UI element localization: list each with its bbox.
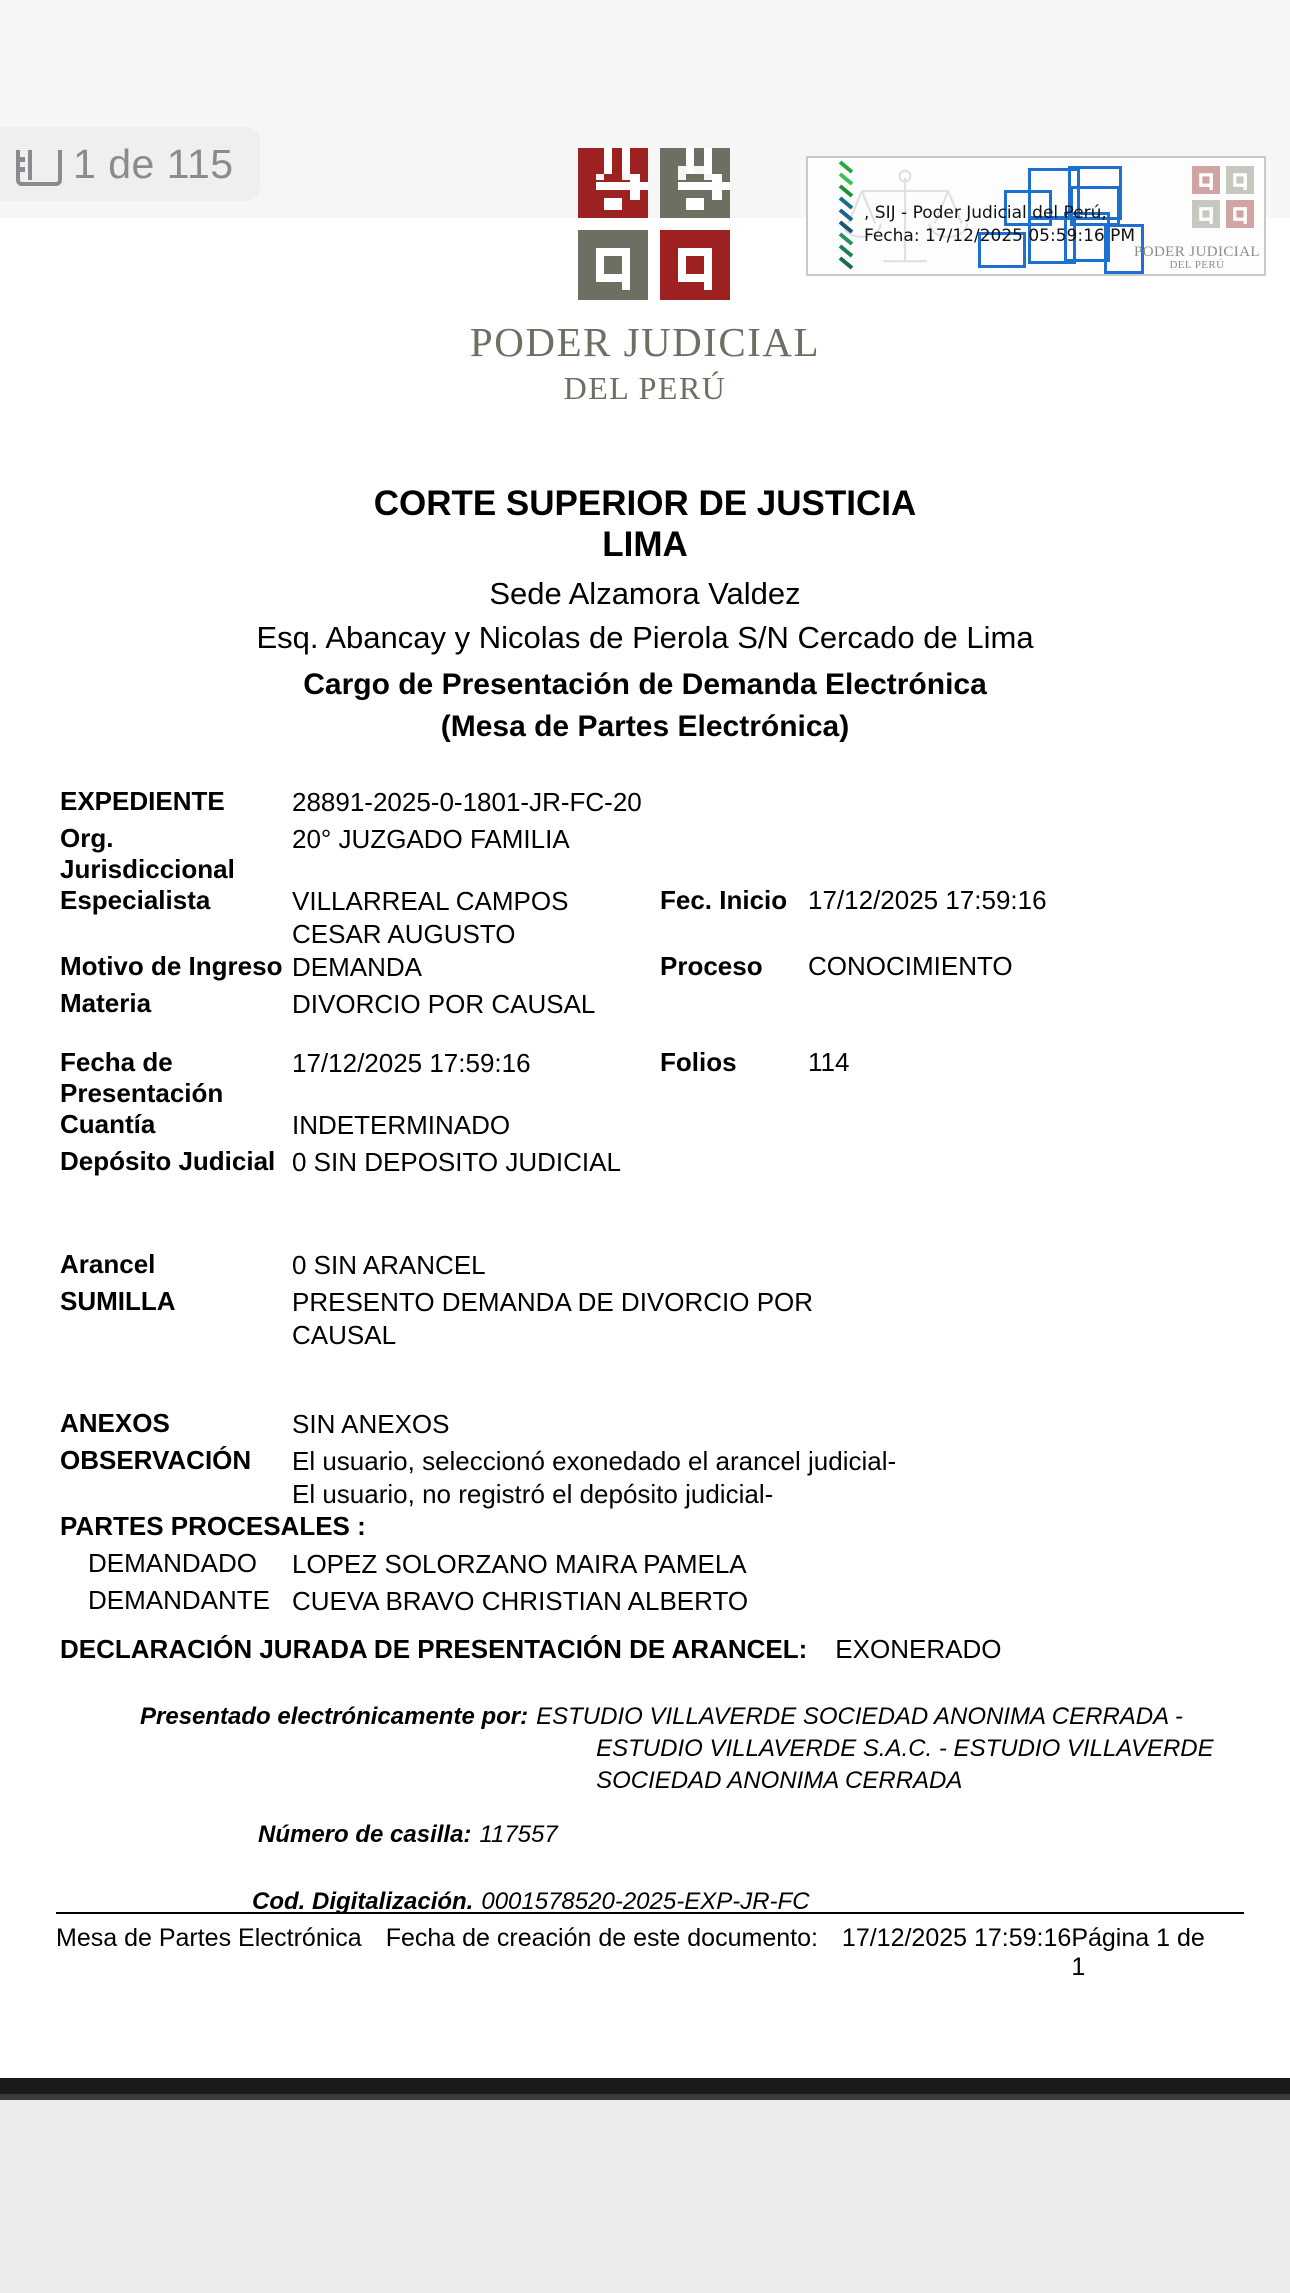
signature-mini-wordmark-line2: DEL PERÚ [1169,259,1225,272]
materia-value: DIVORCIO POR CAUSAL [292,988,596,1019]
fec-inicio-label: Fec. Inicio [660,884,788,915]
field-row-observacion [0,1445,1290,1511]
footer-row [56,1924,1244,1982]
document-masthead [0,203,1290,478]
fec-inicio-value: 17/12/2025 17:59:16 [808,884,1047,915]
cuantia-label: Cuantía [60,1108,156,1139]
court-address: Esq. Abancay y Nicolas de Pierola S/N Cercado de Lima [256,619,1034,655]
anexos-value: SIN ANEXOS [292,1408,450,1439]
proceso-label: Proceso [660,950,763,981]
field-row-organo [0,823,1290,885]
motivo-ingreso-value: DEMANDA [292,951,423,982]
observacion-value: El usuario, seleccionó exonedado el arancel judicial-El usuario, no registró el depósito judicial- [292,1445,897,1509]
org-jurisdiccional-value: 20° JUZGADO FAMILIA [292,823,570,854]
org-jurisdiccional-label: Org. Jurisdiccional [60,822,235,884]
field-row-cuantia [0,1109,1290,1146]
presented-by-line2: ESTUDIO VILLAVERDE S.A.C. - ESTUDIO VILLAVERDE [596,1735,1214,1763]
casilla-label: Número de casilla: [258,1821,472,1849]
folios-label: Folios [660,1046,737,1077]
field-row-expediente [0,786,1290,823]
anexos-label: ANEXOS [60,1407,170,1438]
presenter-block [0,1701,1290,1918]
casilla-value: 117557 [479,1821,558,1849]
field-row-demandado [0,1548,1290,1585]
field-row-deposito [0,1146,1290,1183]
footer-created-value: 17/12/2025 17:59:16 [841,1924,1072,1952]
demandado-label: DEMANDADO [88,1547,258,1578]
viewer-bottom-gutter [0,2078,1290,2293]
field-row-especialista [0,885,1290,951]
cuantia-value: INDETERMINADO [292,1109,511,1140]
viewer-bottom-bar [0,2078,1290,2094]
especialista-value: VILLARREAL CAMPOS CESAR AUGUSTO [292,885,569,949]
proceso-value: CONOCIMIENTO [808,950,1013,981]
sumilla-value: PRESENTO DEMANDA DE DIVORCIO POR CAUSAL [292,1286,814,1350]
folios-value: 114 [808,1046,850,1077]
field-row-fecha-presentacion [0,1047,1290,1109]
sumilla-label: SUMILLA [60,1285,176,1316]
field-row-materia [0,988,1290,1025]
case-details [0,786,1290,1918]
especialista-label: Especialista [60,884,211,915]
demandante-label: DEMANDANTE [88,1584,271,1615]
presented-by-line3: SOCIEDAD ANONIMA CERRADA [596,1767,963,1795]
court-heading [0,484,1290,744]
poder-judicial-logo-icon [578,148,730,300]
document-footer [56,1912,1244,1982]
arancel-label: Arancel [60,1248,156,1279]
casilla-row [140,1819,1290,1851]
signature-ribbon-icon [838,158,854,274]
field-row-demandante [0,1585,1290,1622]
fecha-presentacion-value: 17/12/2025 17:59:16 [292,1047,531,1078]
field-row-partes-procesales [0,1511,1290,1548]
field-row-sumilla [0,1286,1290,1352]
footer-source: Mesa de Partes Electrónica [56,1924,362,1952]
document-page [0,203,1290,2078]
footer-created-label: Fecha de creación de este documento: [385,1924,818,1952]
footer-divider [56,1912,1244,1914]
signature-line-1: , SIJ - Poder Judicial del Perú, [864,203,1107,223]
deposito-judicial-value: 0 SIN DEPOSITO JUDICIAL [292,1146,621,1177]
footer-page-number: Página 1 de 1 [1071,1924,1205,1981]
poder-judicial-wordmark [0,318,1290,407]
motivo-ingreso-label: Motivo de Ingreso [60,950,283,981]
viewer-bottom-bar-secondary [0,2094,1290,2100]
cod-digitalizacion-label: Cod. Digitalización. [252,1887,474,1915]
signature-stamp-text [864,202,1135,247]
deposito-judicial-label: Depósito Judicial [60,1145,276,1176]
declaracion-jurada-label: DECLARACIÓN JURADA DE PRESENTACIÓN DE ARANCEL: [60,1633,808,1664]
wordmark-line2: DEL PERÚ [563,370,727,406]
field-row-arancel [0,1249,1290,1286]
spacer [0,1183,1290,1249]
court-name-line2: LIMA [602,524,688,564]
presented-by-line1: ESTUDIO VILLAVERDE SOCIEDAD ANONIMA CERRADA - [536,1702,1183,1730]
signature-mini-wordmark-line1: PODER JUDICIAL [1133,243,1260,260]
arancel-value: 0 SIN ARANCEL [292,1249,486,1280]
pages-icon [16,150,56,184]
declaracion-jurada-value: EXONERADO [835,1633,1002,1664]
court-name-line1: CORTE SUPERIOR DE JUSTICIA [373,484,917,523]
field-row-declaracion-jurada [0,1634,1290,1665]
demandado-value: LOPEZ SOLORZANO MAIRA PAMELA [292,1548,747,1579]
expediente-value: 28891-2025-0-1801-JR-FC-20 [292,786,642,817]
observacion-label: OBSERVACIÓN [60,1444,252,1475]
digital-signature-stamp [806,156,1266,276]
fecha-presentacion-label: Fecha de Presentación [60,1046,224,1108]
demandante-value: CUEVA BRAVO CHRISTIAN ALBERTO [292,1585,749,1616]
presented-by-row [140,1701,1290,1797]
spacer [0,1352,1290,1408]
signature-line-2: Fecha: 17/12/2025 05:59:16 PM [864,225,1136,246]
expediente-label: EXPEDIENTE [60,785,225,816]
cod-digitalizacion-value: 0001578520-2025-EXP-JR-FC [481,1887,810,1915]
page-indicator-label: 1 de 115 [73,140,234,187]
wordmark-line1: PODER JUDICIAL [469,319,821,365]
spacer [0,1025,1290,1047]
document-title: Cargo de Presentación de Demanda Electrónica [303,667,987,701]
presented-by-value [528,1701,1214,1797]
partes-procesales-label: PARTES PROCESALES : [60,1510,366,1541]
field-row-motivo [0,951,1290,988]
court-venue: Sede Alzamora Valdez [489,575,801,611]
signature-mini-wordmark [1134,245,1260,272]
page-indicator-badge[interactable] [0,127,260,201]
document-subtitle: (Mesa de Partes Electrónica) [440,709,850,743]
presented-by-label: Presentado electrónicamente por: [140,1702,529,1730]
signature-mini-logo-icon [1192,166,1254,228]
field-row-anexos [0,1408,1290,1445]
materia-label: Materia [60,987,152,1018]
